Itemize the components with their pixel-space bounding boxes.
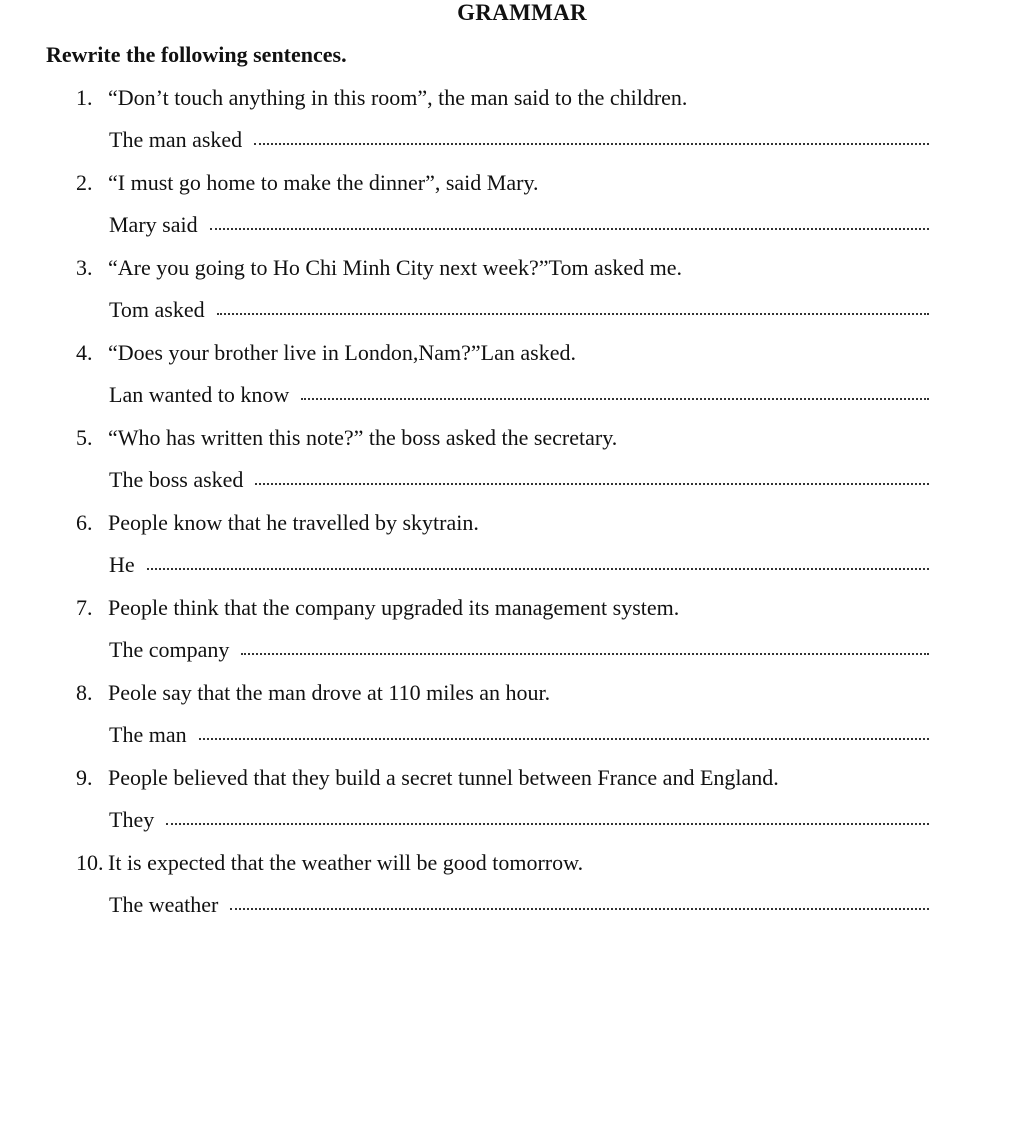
- answer-prompt: Tom asked: [109, 297, 205, 322]
- exercise-number: 6.: [76, 510, 93, 535]
- exercise-number: 2.: [76, 170, 93, 195]
- answer-prompt: The man asked: [109, 127, 243, 152]
- answer-prompt: The boss asked: [109, 467, 244, 492]
- answer-prompt: Mary said: [109, 212, 198, 237]
- answer-line[interactable]: [109, 636, 929, 664]
- exercise-sentence: [76, 764, 779, 792]
- answer-line[interactable]: [109, 551, 929, 579]
- answer-prompt: The weather: [109, 892, 219, 917]
- exercise-number: 9.: [76, 765, 93, 790]
- exercise-sentence: [76, 84, 687, 112]
- exercise-number: 1.: [76, 85, 93, 110]
- exercise-number: 4.: [76, 340, 93, 365]
- answer-blank[interactable]: [199, 737, 929, 740]
- exercise-sentence: [76, 849, 583, 877]
- sentence-text: “Don’t touch anything in this room”, the man said to the children.: [108, 85, 688, 110]
- answer-blank[interactable]: [147, 567, 929, 570]
- answer-prompt: They: [109, 807, 155, 832]
- exercise-list: [0, 84, 1024, 934]
- answer-line[interactable]: [109, 466, 929, 494]
- answer-blank[interactable]: [217, 312, 929, 315]
- exercise-item: [0, 169, 1024, 254]
- exercise-item: [0, 424, 1024, 509]
- answer-blank[interactable]: [230, 907, 929, 910]
- answer-prompt: The company: [109, 637, 230, 662]
- exercise-item: [0, 254, 1024, 339]
- answer-prompt: The man: [109, 722, 187, 747]
- exercise-sentence: [76, 254, 682, 282]
- sentence-text: “Are you going to Ho Chi Minh City next week?”Tom asked me.: [108, 255, 683, 280]
- sentence-text: Peole say that the man drove at 110 miles an hour.: [108, 680, 551, 705]
- exercise-item: [0, 509, 1024, 594]
- sentence-text: “I must go home to make the dinner”, said Mary.: [108, 170, 539, 195]
- answer-prompt: He: [109, 552, 135, 577]
- exercise-sentence: [76, 509, 479, 537]
- exercise-sentence: [76, 424, 617, 452]
- answer-line[interactable]: [109, 381, 929, 409]
- answer-line[interactable]: [109, 891, 929, 919]
- exercise-item: [0, 679, 1024, 764]
- answer-line[interactable]: [109, 211, 929, 239]
- answer-prompt: Lan wanted to know: [109, 382, 290, 407]
- answer-line[interactable]: [109, 296, 929, 324]
- exercise-sentence: [76, 169, 539, 197]
- answer-line[interactable]: [109, 126, 929, 154]
- sentence-text: People think that the company upgraded its management system.: [108, 595, 680, 620]
- sentence-text: “Who has written this note?” the boss asked the secretary.: [108, 425, 618, 450]
- answer-blank[interactable]: [210, 227, 929, 230]
- answer-blank[interactable]: [166, 822, 929, 825]
- sentence-text: People know that he travelled by skytrain.: [108, 510, 479, 535]
- answer-blank[interactable]: [301, 397, 929, 400]
- exercise-number: 8.: [76, 680, 93, 705]
- exercise-number: 3.: [76, 255, 93, 280]
- answer-blank[interactable]: [255, 482, 929, 485]
- sentence-text: People believed that they build a secret tunnel between France and England.: [108, 765, 779, 790]
- page-title: GRAMMAR: [457, 0, 587, 25]
- exercise-number: 10.: [76, 850, 104, 875]
- exercise-item: [0, 339, 1024, 424]
- exercise-item: [0, 84, 1024, 169]
- exercise-number: 7.: [76, 595, 93, 620]
- answer-blank[interactable]: [254, 142, 929, 145]
- exercise-item: [0, 764, 1024, 849]
- instruction-heading: Rewrite the following sentences.: [46, 42, 347, 67]
- sentence-text: “Does your brother live in London,Nam?”Lan asked.: [108, 340, 576, 365]
- exercise-item: [0, 594, 1024, 679]
- answer-line[interactable]: [109, 806, 929, 834]
- sentence-text: It is expected that the weather will be good tomorrow.: [108, 850, 584, 875]
- exercise-sentence: [76, 339, 576, 367]
- exercise-item: [0, 849, 1024, 934]
- exercise-sentence: [76, 679, 550, 707]
- answer-blank[interactable]: [241, 652, 929, 655]
- exercise-number: 5.: [76, 425, 93, 450]
- answer-line[interactable]: [109, 721, 929, 749]
- exercise-sentence: [76, 594, 679, 622]
